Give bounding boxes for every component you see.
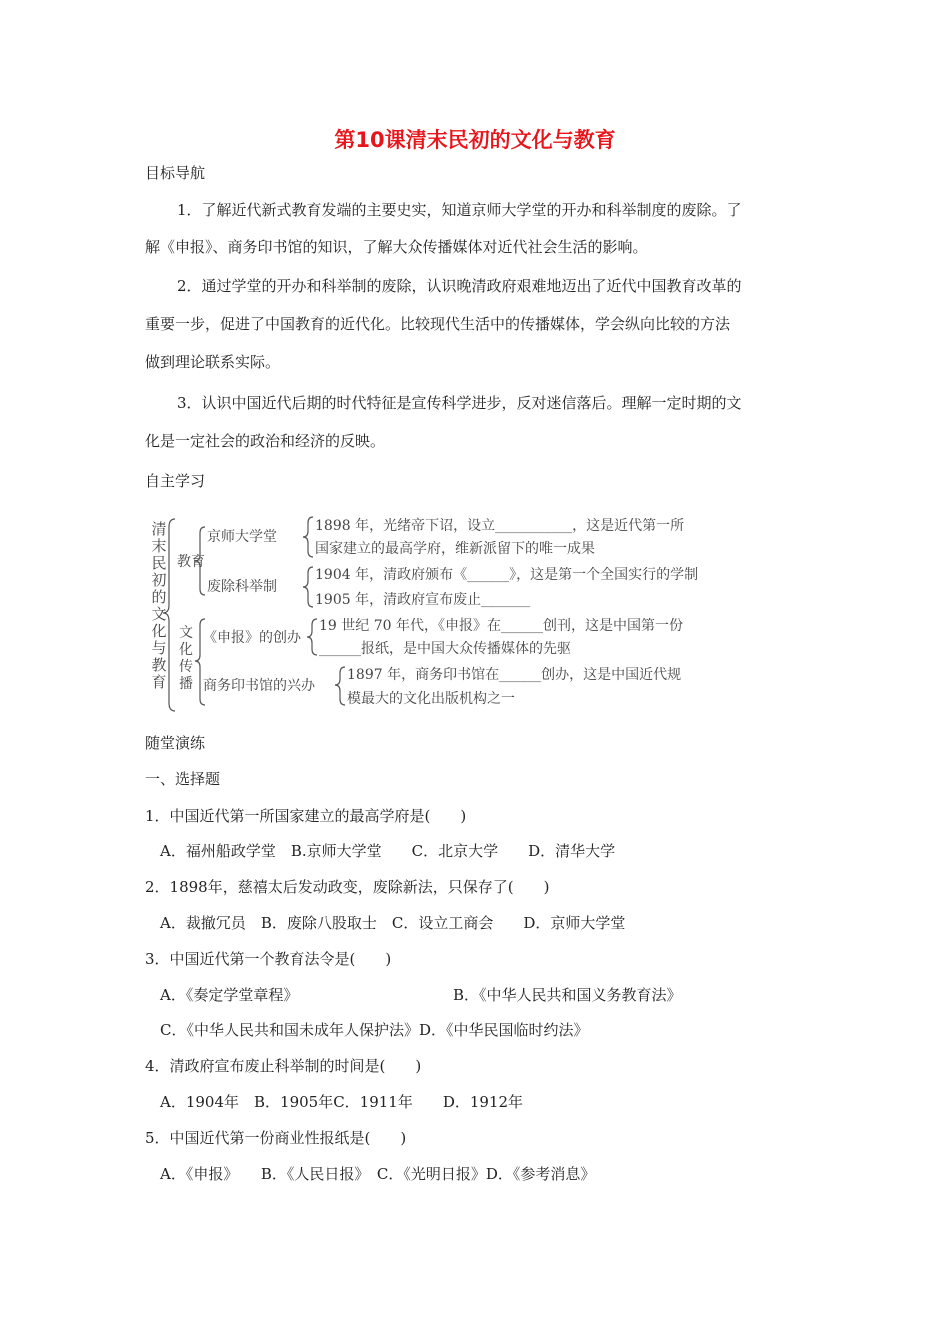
question-3-options-cd: C．《中华人民共和国未成年人保护法》D．《中华民国临时约法》 bbox=[160, 1021, 589, 1039]
question-5: 5．中国近代第一份商业性报纸是( ) bbox=[145, 1129, 407, 1147]
goal-2-line1: 2．通过学堂的开办和科举制的废除，认识晚清政府艰难地迈出了近代中国教育改革的 bbox=[177, 277, 742, 295]
goal-3-line1: 3．认识中国近代后期的时代特征是宣传科学进步，反对迷信落后。理解一定时期的文 bbox=[177, 394, 742, 412]
goal-3-line2: 化是一定社会的政治和经济的反映。 bbox=[145, 432, 386, 450]
goal-1-line1: 1．了解近代新式教育发端的主要史实，知道京师大学堂的开办和科举制度的废除。了 bbox=[177, 201, 742, 219]
outline-jingshi-line2: 国家建立的最高学府，维新派留下的唯一成果 bbox=[315, 541, 595, 557]
outline-shenbao-label: 《申报》的创办 bbox=[203, 630, 301, 646]
outline-keju-line2: 1905 年，清政府宣布废止_______ bbox=[315, 592, 531, 608]
outline-shangwu-line1: 1897 年，商务印书馆在______创办，这是中国近代规 bbox=[347, 667, 682, 683]
section-goals-heading: 目标导航 bbox=[145, 164, 206, 182]
question-5-options: A．《申报》 B．《人民日报》 C．《光明日报》D．《参考消息》 bbox=[160, 1165, 596, 1183]
outline-keju-line1: 1904 年，清政府颁布《______》，这是第一个全国实行的学制 bbox=[315, 567, 699, 583]
goal-2-line2: 重要一步，促进了中国教育的近代化。比较现代生活中的传播媒体，学会纵向比较的方法 bbox=[145, 315, 731, 333]
outline-shenbao-line1: 19 世纪 70 年代，《申报》在______创刊，这是中国第一份 bbox=[319, 618, 683, 634]
outline-jingshi-line1: 1898 年，光绪帝下诏，设立___________，这是近代第一所 bbox=[315, 518, 685, 534]
outline-education-label: 教育 bbox=[177, 554, 205, 570]
outline-shangwu-line2: 模最大的文化出版机构之一 bbox=[347, 691, 515, 707]
question-4-options: A．1904年 B．1905年C．1911年 D．1912年 bbox=[160, 1093, 524, 1111]
goal-2-line3: 做到理论联系实际。 bbox=[145, 353, 281, 371]
goal-1-line2: 解《申报》、商务印书馆的知识，了解大众传播媒体对近代社会生活的影响。 bbox=[145, 238, 648, 256]
section-choice-heading: 一、选择题 bbox=[145, 770, 221, 788]
page-title: 第10课清末民初的文化与教育 bbox=[334, 128, 616, 152]
outline-jingshi-label: 京师大学堂 bbox=[207, 529, 277, 545]
knowledge-outline-diagram bbox=[145, 513, 760, 725]
question-2: 2．1898年，慈禧太后发动政变，废除新法，只保存了( ) bbox=[145, 878, 550, 896]
question-1-options: A．福州船政学堂 B.京师大学堂 C．北京大学 D．清华大学 bbox=[160, 842, 616, 860]
question-4: 4．清政府宣布废止科举制的时间是( ) bbox=[145, 1057, 422, 1075]
question-3-option-b: B．《中华人民共和国义务教育法》 bbox=[453, 986, 682, 1004]
outline-culture-label: 文化传播 bbox=[179, 625, 193, 692]
question-2-options: A．裁撤冗员 B．废除八股取士 C．设立工商会 D．京师大学堂 bbox=[160, 914, 626, 932]
outline-shangwu-label: 商务印书馆的兴办 bbox=[203, 678, 315, 694]
section-self-study-heading: 自主学习 bbox=[145, 472, 206, 490]
question-1: 1．中国近代第一所国家建立的最高学府是( ) bbox=[145, 807, 467, 825]
outline-keju-label: 废除科举制 bbox=[207, 579, 277, 595]
question-3: 3．中国近代第一个教育法令是( ) bbox=[145, 950, 392, 968]
outline-root-label: 清末民初的文化与教育 bbox=[151, 520, 167, 691]
question-3-option-a: A．《奏定学堂章程》 bbox=[160, 986, 299, 1004]
outline-shenbao-line2: ______报纸，是中国大众传播媒体的先驱 bbox=[319, 641, 571, 657]
section-practice-heading: 随堂演练 bbox=[145, 734, 206, 752]
